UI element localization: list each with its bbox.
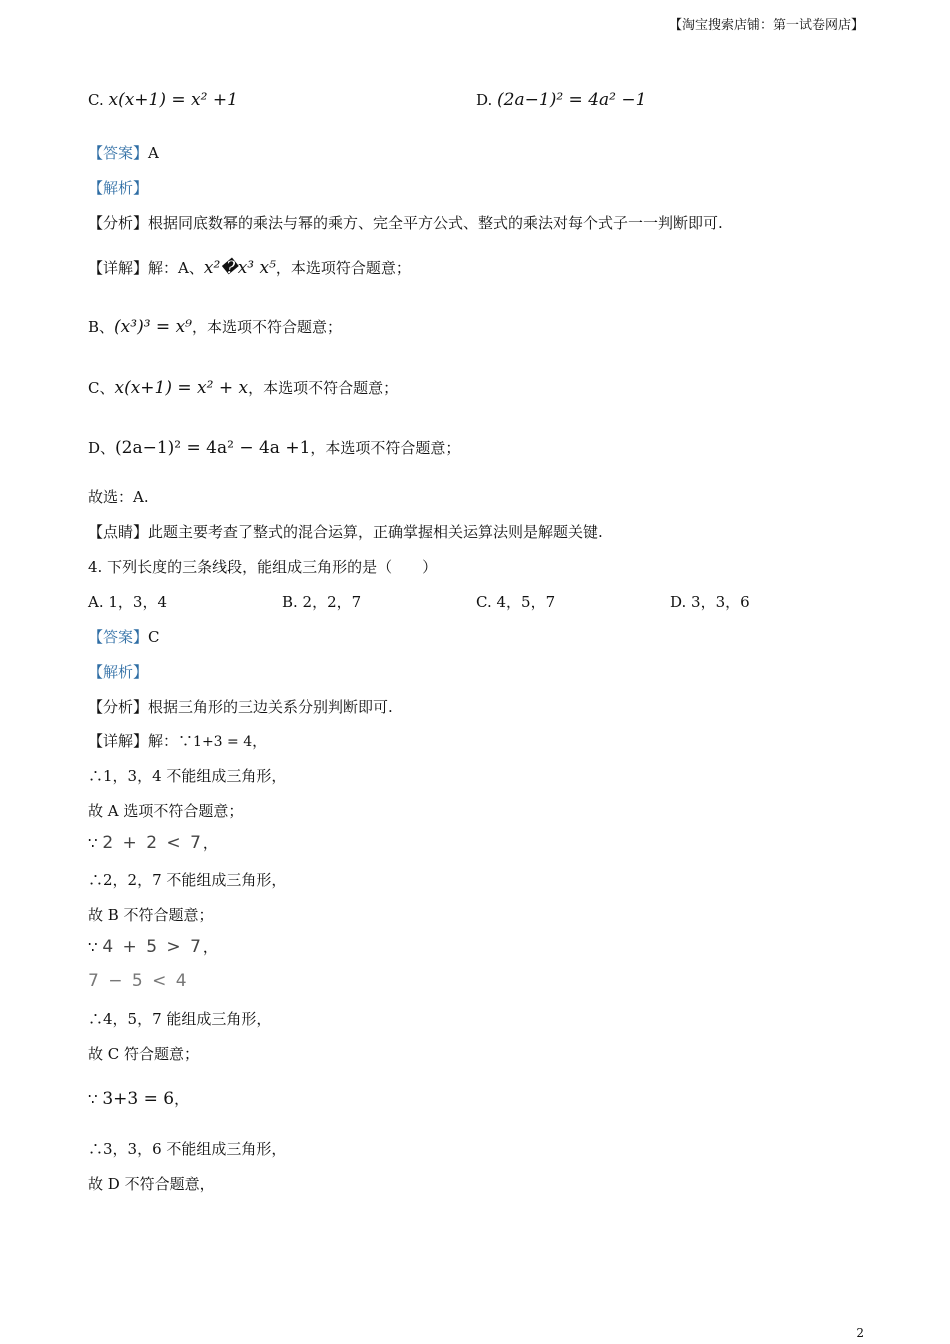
q4-line-11: ∴3，3，6 不能组成三角形， — [88, 1140, 287, 1158]
q3-option-d — [476, 90, 646, 110]
q3-guxuan: 故选：A. — [88, 488, 149, 506]
q4-line-2: 故 A 选项不符合题意； — [88, 802, 244, 820]
text: 解：A、 — [148, 259, 204, 277]
option-label: C. — [88, 91, 104, 109]
fenxi-tag: 【分析】 — [88, 698, 149, 716]
math-expression: x(x+1) = x² +1 — [108, 90, 238, 110]
text: ， — [174, 1090, 190, 1108]
dianjing-text: 此题主要考查了整式的混合运算，正确掌握相关运算法则是解题关键. — [148, 523, 603, 541]
q4-line-7 — [88, 971, 189, 991]
fenxi-tag: 【分析】 — [88, 214, 149, 232]
q4-line-4: ∴2，2，7 不能组成三角形， — [88, 871, 287, 889]
fenxi-text: 根据同底数幂的乘法与幂的乘方、完全平方公式、整式的乘法对每个式子一一判断即可. — [148, 214, 723, 232]
q3-xiangjie-c — [88, 377, 398, 398]
math-expression: x²�x³ x⁵ — [203, 258, 276, 278]
text: B、 — [88, 318, 115, 336]
option-label: D. — [476, 91, 493, 109]
q3-option-c — [88, 90, 238, 110]
q3-fenxi — [88, 212, 723, 233]
math-expression: 2 + 2 < 7 — [102, 833, 203, 853]
text: ∵ — [88, 1090, 98, 1108]
text: ，本选项不符合题意； — [310, 439, 461, 457]
page-number: 2 — [856, 1326, 864, 1340]
math-expression: 4 + 5 > 7 — [102, 937, 203, 957]
text: ，本选项不符合题意； — [191, 318, 342, 336]
q3-analysis-tag: 【解析】 — [88, 179, 149, 197]
q4-line-9: 故 C 符合题意； — [88, 1045, 200, 1063]
math-expression: (x³)³ = x⁹ — [114, 317, 192, 337]
math-expression: (2a−1)² = 4a² −1 — [497, 90, 647, 110]
q4-analysis-tag: 【解析】 — [88, 663, 149, 681]
fenxi-text: 根据三角形的三边关系分别判断即可. — [148, 698, 393, 716]
math-expression: (2a−1)² = 4a² − 4a +1 — [115, 438, 311, 458]
q4-xiangjie — [88, 730, 267, 751]
text: ， — [202, 834, 218, 852]
q4-option-a: A. 1，3，4 — [88, 593, 167, 611]
q4-line-6 — [88, 936, 218, 957]
q4-option-b: B. 2，2，7 — [282, 593, 362, 611]
math-expression: 3+3 = 6 — [102, 1089, 175, 1109]
answer-tag: 【答案】 — [88, 628, 149, 646]
q4-line-1: ∴1，3，4 不能组成三角形， — [88, 767, 287, 785]
text: ，本选项符合题意； — [275, 259, 411, 277]
q4-line-3 — [88, 832, 218, 853]
xiangjie-tag: 【详解】 — [88, 732, 149, 750]
answer-value: A — [148, 144, 159, 162]
q4-stem: 4. 下列长度的三条线段，能组成三角形的是（ ） — [88, 558, 438, 576]
q4-fenxi — [88, 696, 393, 717]
answer-value: C — [148, 628, 160, 646]
q4-line-5: 故 B 不符合题意； — [88, 906, 214, 924]
q4-line-8: ∴4，5，7 能组成三角形， — [88, 1010, 272, 1028]
text: 解：∵ — [148, 732, 194, 750]
math-expression: 1+3 = 4 — [193, 734, 253, 750]
text: ，本选项不符合题意； — [248, 379, 399, 397]
q3-dianjing — [88, 521, 603, 542]
text: ， — [202, 938, 218, 956]
text: ， — [252, 732, 268, 750]
q4-option-c: C. 4，5，7 — [476, 593, 556, 611]
math-expression: 7 − 5 < 4 — [88, 971, 189, 991]
math-expression: x(x+1) = x² + x — [114, 378, 249, 398]
q3-xiangjie-b — [88, 316, 342, 337]
q4-line-12: 故 D 不符合题意， — [88, 1175, 215, 1193]
answer-tag: 【答案】 — [88, 144, 149, 162]
q3-xiangjie-d — [88, 437, 460, 458]
q3-xiangjie-a — [88, 257, 411, 278]
page-header: 【淘宝搜索店铺：第一试卷网店】 — [668, 18, 864, 33]
q4-line-10 — [88, 1088, 189, 1109]
q3-answer — [88, 142, 159, 163]
text: ∵ — [88, 938, 98, 956]
q4-answer — [88, 626, 160, 647]
dianjing-tag: 【点睛】 — [88, 523, 149, 541]
text: ∵ — [88, 834, 98, 852]
q4-option-d: D. 3，3，6 — [670, 593, 750, 611]
text: D、 — [88, 439, 116, 457]
text: C、 — [88, 379, 115, 397]
xiangjie-tag: 【详解】 — [88, 259, 149, 277]
